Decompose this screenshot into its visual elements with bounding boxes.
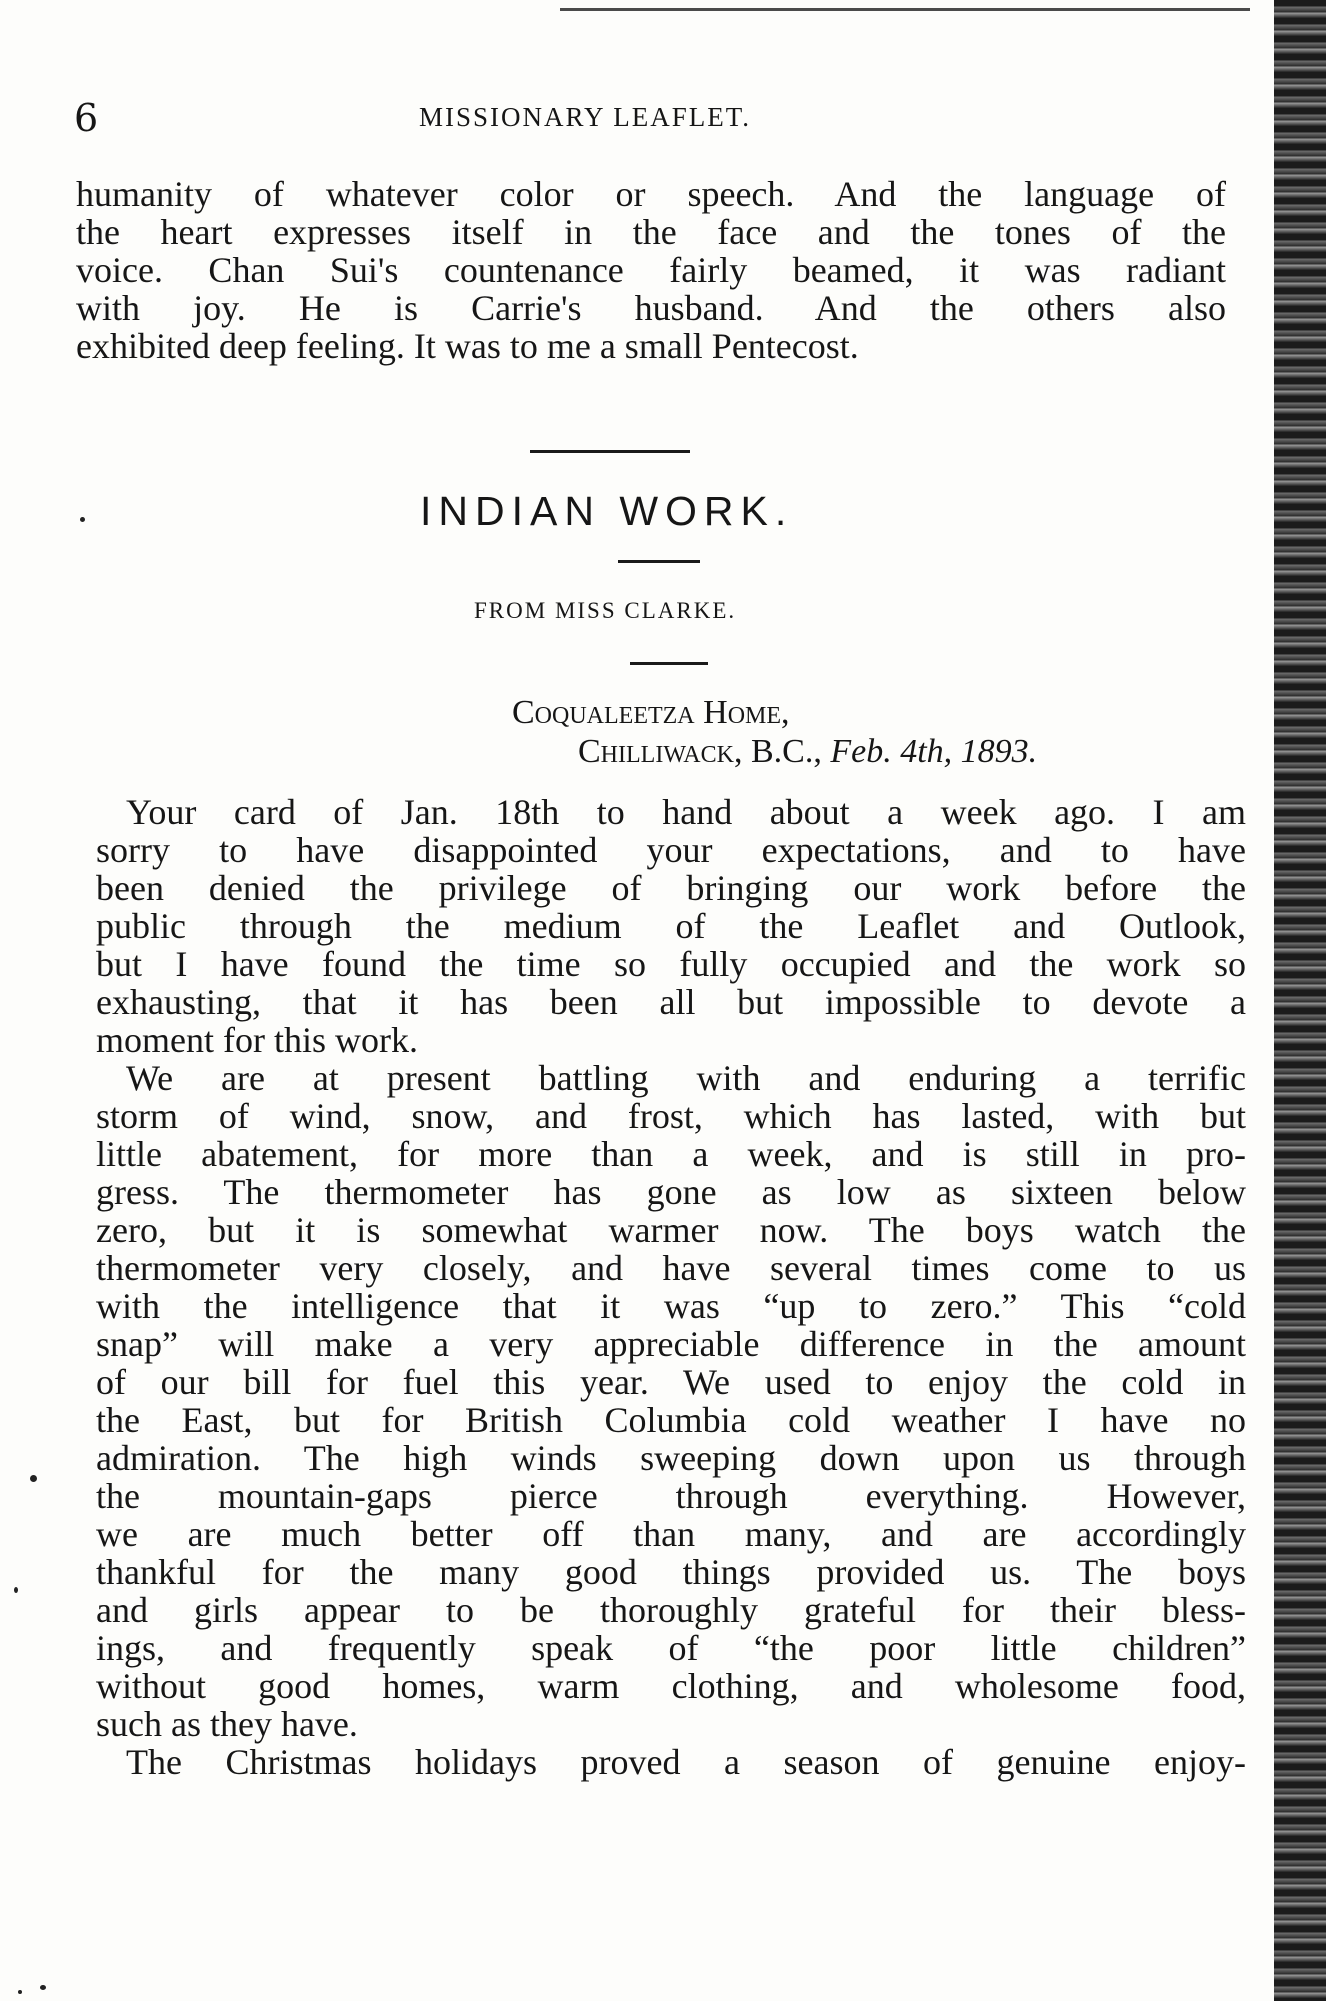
address-line-2	[578, 733, 1037, 771]
text-line: been denied the privilege of bringing our work before the	[96, 868, 1246, 908]
address-line-1: Coqualeetza Home,	[512, 694, 790, 731]
text-line: the heart expresses itself in the face and the tones of the	[76, 212, 1226, 252]
text-line: and girls appear to be thoroughly grateful for their bless-	[96, 1590, 1246, 1630]
section-byline: FROM MISS CLARKE.	[474, 598, 737, 623]
text-line: public through the medium of the Leaflet and Outlook,	[96, 906, 1246, 946]
page-top-edge	[560, 8, 1250, 11]
text-line: we are much better off than many, and are accordingly	[96, 1514, 1246, 1554]
byline-divider	[630, 662, 708, 665]
text-line: the mountain-gaps pierce through everything. However,	[96, 1476, 1246, 1516]
section-divider	[530, 450, 690, 453]
section-title: INDIAN WORK.	[420, 488, 794, 534]
text-line: gress. The thermometer has gone as low as sixteen below	[96, 1172, 1246, 1212]
text-line: The Christmas holidays proved a season of genuine enjoy-	[126, 1742, 1246, 1782]
text-line: with joy. He is Carrie's husband. And the others also	[76, 288, 1226, 328]
text-line: zero, but it is somewhat warmer now. The boys watch the	[96, 1210, 1246, 1250]
running-title: MISSIONARY LEAFLET.	[419, 102, 752, 132]
text-line: moment for this work.	[96, 1020, 418, 1060]
text-line: sorry to have disappointed your expectations, and to have	[96, 830, 1246, 870]
text-line: Your card of Jan. 18th to hand about a week ago. I am	[126, 792, 1246, 832]
text-line: voice. Chan Sui's countenance fairly beamed, it was radiant	[76, 250, 1226, 290]
text-line: ings, and frequently speak of “the poor little children”	[96, 1628, 1246, 1668]
title-divider	[618, 560, 700, 563]
text-line: storm of wind, snow, and frost, which has lasted, with but	[96, 1096, 1246, 1136]
page-header	[74, 96, 1264, 146]
text-line: the East, but for British Columbia cold weather I have no	[96, 1400, 1246, 1440]
text-line: thermometer very closely, and have several times come to us	[96, 1248, 1246, 1288]
address-place: Chilliwack, B.C.,	[578, 733, 822, 770]
text-line: thankful for the many good things provided us. The boys	[96, 1552, 1246, 1592]
text-line: without good homes, warm clothing, and wholesome food,	[96, 1666, 1246, 1706]
text-line: humanity of whatever color or speech. And the language of	[76, 174, 1226, 214]
text-line: snap” will make a very appreciable difference in the amount	[96, 1324, 1246, 1364]
text-line: with the intelligence that it was “up to zero.” This “cold	[96, 1286, 1246, 1326]
intro-paragraph	[76, 175, 1226, 365]
text-line: little abatement, for more than a week, and is still in pro-	[96, 1134, 1246, 1174]
text-line: exhibited deep feeling. It was to me a small Pentecost.	[76, 326, 859, 366]
binding-spine	[1274, 0, 1326, 2001]
text-line: but I have found the time so fully occupied and the work so	[96, 944, 1246, 984]
text-line: of our bill for fuel this year. We used to enjoy the cold in	[96, 1362, 1246, 1402]
text-line: such as they have.	[96, 1704, 358, 1744]
letter-date: Feb. 4th, 1893.	[830, 733, 1038, 770]
text-line: admiration. The high winds sweeping down upon us through	[96, 1438, 1246, 1478]
text-line: We are at present battling with and enduring a terrific	[126, 1058, 1246, 1098]
text-line: exhausting, that it has been all but impossible to devote a	[96, 982, 1246, 1022]
page-number: 6	[74, 96, 99, 140]
letter-body	[96, 793, 1246, 1781]
